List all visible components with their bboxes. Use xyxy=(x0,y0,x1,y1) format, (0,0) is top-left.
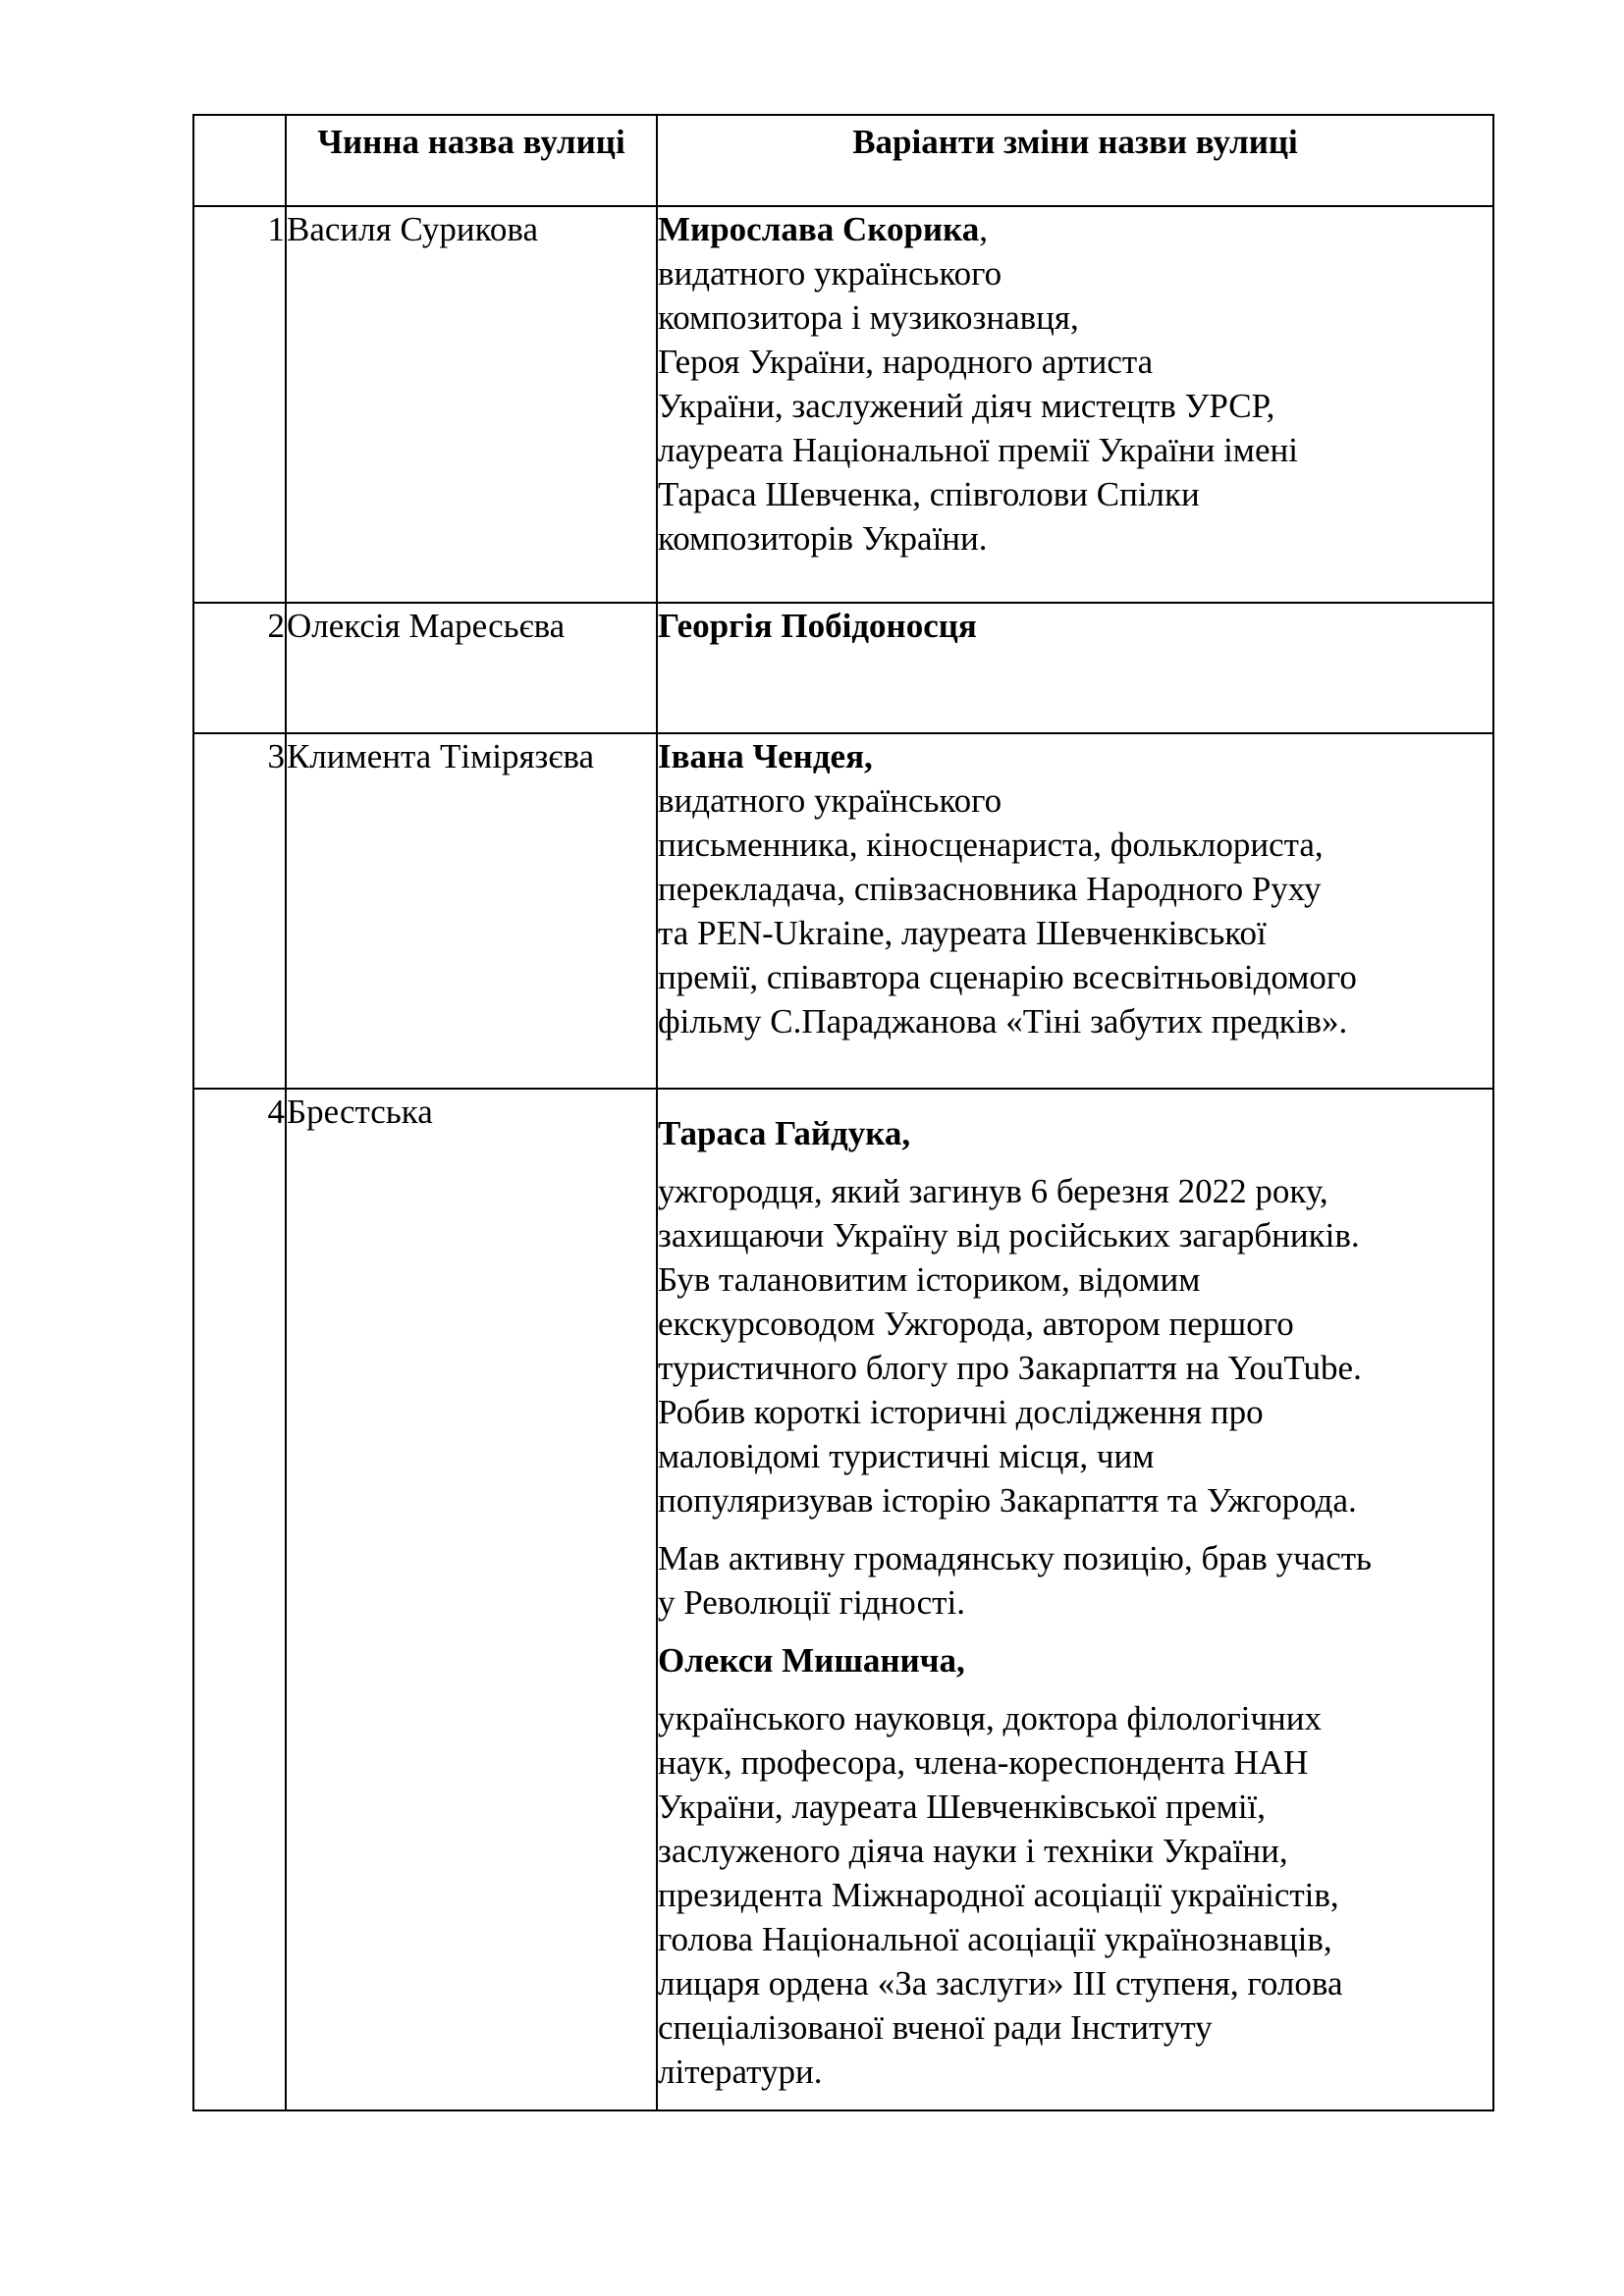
proposal-description-line: видатного українського xyxy=(658,781,1002,820)
proposal-description-line: українського науковця, доктора філологічних xyxy=(658,1699,1323,1737)
current-street-name: Василя Сурикова xyxy=(286,206,657,603)
proposal-description-line: маловідомі туристичні місця, чим xyxy=(658,1437,1155,1475)
current-street-name: Олексія Маресьєва xyxy=(286,603,657,733)
proposal-description-line: наук, професора, члена-кореспондента НАН xyxy=(658,1743,1309,1782)
table-row xyxy=(193,603,1493,733)
proposal-name: Івана Чендея, xyxy=(658,737,873,775)
proposal-description-line: туристичного блогу про Закарпаття на YouTube. xyxy=(658,1349,1362,1387)
header-variants-text: Варіанти зміни назви вулиці xyxy=(852,123,1298,161)
proposal-description-line: ужгородця, який загинув 6 березня 2022 року, xyxy=(658,1172,1328,1210)
rename-variants xyxy=(657,1089,1493,2110)
proposal-description-line: Героя України, народного артиста xyxy=(658,343,1154,381)
table-row xyxy=(193,206,1493,603)
rename-variants xyxy=(657,603,1493,733)
proposal-description-line: лицаря ордена «За заслуги» ІІІ ступеня, голова xyxy=(658,1964,1343,2002)
proposal-description-line: захищаючи Україну від російських загарбників. xyxy=(658,1216,1360,1255)
proposal-description-line: України, лауреата Шевченківської премії, xyxy=(658,1788,1267,1826)
proposal-name: Мирослава Скорика xyxy=(658,210,980,248)
street-rename-table xyxy=(192,114,1494,2111)
proposal-description-line: письменника, кіносценариста, фольклориста, xyxy=(658,826,1324,864)
proposal-description-line: Мав активну громадянську позицію, брав участь xyxy=(658,1539,1373,1577)
header-current-name-text: Чинна назва вулиці xyxy=(317,123,625,161)
proposal-description-line: та PEN-Ukraine, лауреата Шевченківської xyxy=(658,914,1267,952)
proposal-description-line: композиторів України. xyxy=(658,519,988,558)
header-number xyxy=(193,115,286,206)
table-row xyxy=(193,1089,1493,2110)
rename-variants xyxy=(657,206,1493,603)
proposal-name: Тараса Гайдука, xyxy=(658,1114,911,1152)
row-number: 2 xyxy=(193,603,286,733)
proposal-description-line: лауреата Національної премії України імені xyxy=(658,431,1298,469)
current-street-name: Брестська xyxy=(286,1089,657,2110)
proposal-description-line: композитора і музикознавця, xyxy=(658,298,1079,337)
proposal-description-line: премії, співавтора сценарію всесвітньовідомого xyxy=(658,958,1357,996)
proposal-description-line: Тараса Шевченка, співголови Спілки xyxy=(658,475,1200,513)
proposal-description-line: заслуженого діяча науки і техніки України, xyxy=(658,1832,1288,1870)
row-number: 4 xyxy=(193,1089,286,2110)
rename-variants xyxy=(657,733,1493,1089)
proposal-description-line: президента Міжнародної асоціації україністів, xyxy=(658,1876,1339,1914)
proposal-description-line: України, заслужений діяч мистецтв УРСР, xyxy=(658,387,1275,425)
proposal-description-line: видатного українського xyxy=(658,254,1002,293)
proposal-description-line: літератури. xyxy=(658,2053,823,2091)
table-header-row xyxy=(193,115,1493,206)
proposal-description-line: Був талановитим істориком, відомим xyxy=(658,1260,1201,1299)
row-number: 3 xyxy=(193,733,286,1089)
current-street-name: Климента Тімірязєва xyxy=(286,733,657,1089)
proposal-description-line: у Революції гідності. xyxy=(658,1583,965,1622)
proposal-description-line: спеціалізованої вченої ради Інституту xyxy=(658,2008,1213,2047)
proposal-description-line: фільму С.Параджанова «Тіні забутих предків». xyxy=(658,1002,1348,1041)
proposal-description-line: перекладача, співзасновника Народного Руху xyxy=(658,870,1322,908)
proposal-name: Олекси Мишанича, xyxy=(658,1641,965,1680)
proposal-name-suffix: , xyxy=(979,210,988,248)
header-current-name xyxy=(286,115,657,206)
header-variants xyxy=(657,115,1493,206)
proposal-name: Георгія Побідоносця xyxy=(658,607,977,645)
row-number: 1 xyxy=(193,206,286,603)
proposal-description-line: популяризував історію Закарпаття та Ужгорода. xyxy=(658,1481,1357,1520)
proposal-description-line: екскурсоводом Ужгорода, автором першого xyxy=(658,1305,1294,1343)
proposal-description-line: Робив короткі історичні дослідження про xyxy=(658,1393,1264,1431)
table-row xyxy=(193,733,1493,1089)
proposal-title-line xyxy=(658,207,1492,251)
proposal-description-line: голова Національної асоціації українознавців, xyxy=(658,1920,1332,1958)
